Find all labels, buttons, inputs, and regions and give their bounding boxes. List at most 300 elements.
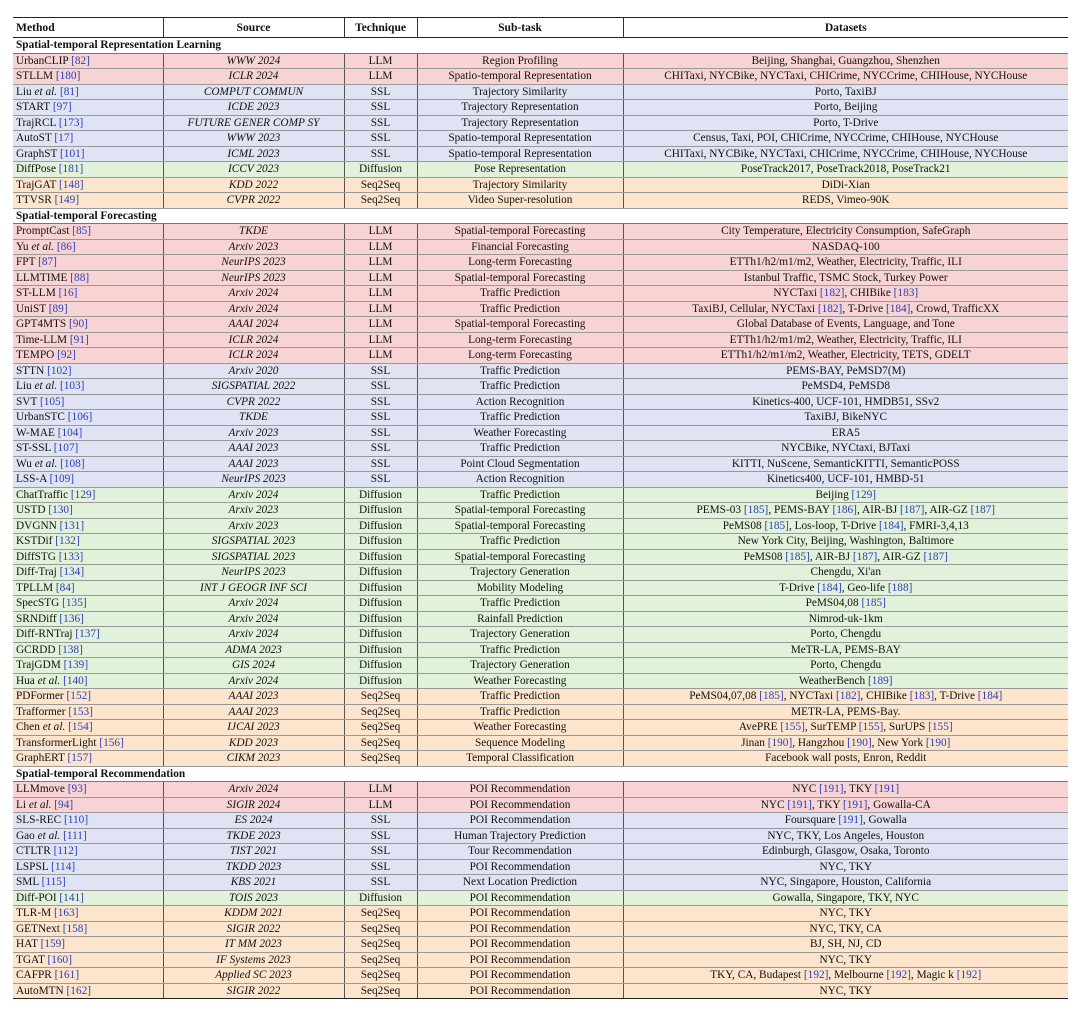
table-row bbox=[13, 642, 1068, 658]
dataset-ref: [182] bbox=[819, 287, 845, 300]
dataset-text: , Hangzhou bbox=[792, 736, 848, 749]
datasets-cell bbox=[623, 379, 1068, 395]
method-name: DiffSTG bbox=[16, 550, 56, 563]
source-cell: NeurIPS 2023 bbox=[163, 565, 344, 581]
method-name: TPLLM bbox=[16, 581, 54, 594]
dataset-ref: [192] bbox=[803, 969, 829, 982]
method-ref: [94] bbox=[54, 798, 74, 811]
source-cell: AAAI 2023 bbox=[163, 704, 344, 720]
source-cell: AAAI 2023 bbox=[163, 689, 344, 705]
method-ref: [173] bbox=[58, 116, 84, 129]
method-cell bbox=[13, 921, 163, 937]
method-name: TrajGAT bbox=[16, 178, 57, 191]
dataset-text: NYC, TKY, Los Angeles, Houston bbox=[767, 829, 925, 842]
table-row bbox=[13, 224, 1068, 240]
dataset-text: Global Database of Events, Language, and Tone bbox=[736, 318, 955, 331]
datasets-cell bbox=[623, 627, 1068, 643]
method-name: SRNDiff bbox=[16, 612, 57, 625]
dataset-ref: [187] bbox=[899, 504, 925, 517]
method-name: LLMTIME bbox=[16, 271, 68, 284]
subtask-cell: Long-term Forecasting bbox=[417, 348, 623, 364]
table-row bbox=[13, 410, 1068, 426]
subtask-cell: Weather Forecasting bbox=[417, 720, 623, 736]
dataset-ref: [190] bbox=[767, 736, 793, 749]
dataset-text: WeatherBench bbox=[798, 674, 869, 687]
technique-cell: LLM bbox=[344, 255, 417, 271]
dataset-ref: [183] bbox=[909, 690, 935, 703]
method-cell bbox=[13, 472, 163, 488]
method-etal: et al. bbox=[42, 721, 66, 734]
source-cell: WWW 2024 bbox=[163, 53, 344, 69]
datasets-cell bbox=[623, 983, 1068, 999]
dataset-text: Porto, TaxiBJ bbox=[814, 85, 877, 98]
method-cell bbox=[13, 69, 163, 85]
method-ref: [149] bbox=[54, 194, 80, 207]
datasets-cell bbox=[623, 69, 1068, 85]
datasets-cell bbox=[623, 658, 1068, 674]
dataset-ref: [188] bbox=[887, 581, 913, 594]
datasets-cell bbox=[623, 317, 1068, 333]
dataset-text: , PEMS-BAY bbox=[768, 504, 833, 517]
method-cell bbox=[13, 658, 163, 674]
technique-cell: LLM bbox=[344, 224, 417, 240]
datasets-cell bbox=[623, 146, 1068, 162]
dataset-ref: [185] bbox=[861, 597, 886, 610]
source-cell: IF Systems 2023 bbox=[163, 952, 344, 968]
datasets-cell bbox=[623, 673, 1068, 689]
method-ref: [163] bbox=[53, 907, 79, 920]
method-cell bbox=[13, 224, 163, 240]
datasets-cell bbox=[623, 456, 1068, 472]
method-cell bbox=[13, 53, 163, 69]
source-cell: NeurIPS 2023 bbox=[163, 270, 344, 286]
technique-cell: LLM bbox=[344, 69, 417, 85]
table-row bbox=[13, 379, 1068, 395]
method-cell bbox=[13, 859, 163, 875]
technique-cell: SSL bbox=[344, 425, 417, 441]
dataset-ref: [192] bbox=[956, 969, 982, 982]
dataset-ref: [182] bbox=[835, 690, 861, 703]
datasets-cell bbox=[623, 425, 1068, 441]
table-row bbox=[13, 332, 1068, 348]
dataset-text: ETTh1/h2/m1/m2, Weather, Electricity, TETS, GDELT bbox=[720, 349, 971, 362]
dataset-text: PoseTrack2017, PoseTrack2018, PoseTrack21 bbox=[740, 163, 951, 176]
source-cell: CVPR 2022 bbox=[163, 394, 344, 410]
technique-cell: SSL bbox=[344, 394, 417, 410]
datasets-cell bbox=[623, 720, 1068, 736]
method-ref: [136] bbox=[59, 612, 84, 625]
technique-cell: LLM bbox=[344, 239, 417, 255]
source-cell: ICML 2023 bbox=[163, 146, 344, 162]
source-cell: SIGSPATIAL 2022 bbox=[163, 379, 344, 395]
method-name: Diff-RNTraj bbox=[16, 628, 73, 641]
dataset-ref: [190] bbox=[847, 736, 872, 749]
datasets-cell bbox=[623, 270, 1068, 286]
technique-cell: Diffusion bbox=[344, 890, 417, 906]
table-row bbox=[13, 828, 1068, 844]
datasets-cell bbox=[623, 363, 1068, 379]
dataset-ref: [183] bbox=[893, 287, 919, 300]
subtask-cell: Spatio-temporal Representation bbox=[417, 131, 623, 147]
table-row bbox=[13, 875, 1068, 891]
method-ref: [82] bbox=[71, 54, 90, 67]
datasets-cell bbox=[623, 782, 1068, 798]
dataset-text: METR-LA, PEMS-Bay. bbox=[791, 705, 901, 718]
datasets-cell bbox=[623, 890, 1068, 906]
method-ref: [105] bbox=[39, 395, 65, 408]
technique-cell: Diffusion bbox=[344, 658, 417, 674]
source-cell: Applied SC 2023 bbox=[163, 968, 344, 984]
method-ref: [16] bbox=[58, 287, 78, 300]
table-row bbox=[13, 952, 1068, 968]
datasets-cell bbox=[623, 394, 1068, 410]
dataset-text: Jinan bbox=[741, 736, 768, 749]
technique-cell: Diffusion bbox=[344, 596, 417, 612]
dataset-text: Istanbul Traffic, TSMC Stock, Turkey Power bbox=[743, 271, 948, 284]
method-name: FPT bbox=[16, 256, 36, 269]
table-row bbox=[13, 255, 1068, 271]
datasets-cell bbox=[623, 348, 1068, 364]
table-row bbox=[13, 425, 1068, 441]
method-name: TEMPO bbox=[16, 349, 55, 362]
dataset-text: CHITaxi, NYCBike, NYCTaxi, CHICrime, NYCCrime, CHIHouse, NYCHouse bbox=[664, 147, 1028, 160]
subtask-cell: Action Recognition bbox=[417, 472, 623, 488]
dataset-text: Facebook wall posts, Enron, Reddit bbox=[765, 752, 927, 765]
table-row bbox=[13, 596, 1068, 612]
subtask-cell: Weather Forecasting bbox=[417, 673, 623, 689]
table-row bbox=[13, 270, 1068, 286]
technique-cell: LLM bbox=[344, 286, 417, 302]
source-cell: IJCAI 2023 bbox=[163, 720, 344, 736]
method-cell bbox=[13, 131, 163, 147]
method-etal: et al. bbox=[37, 829, 61, 842]
method-ref: [158] bbox=[62, 922, 88, 935]
dataset-text: City Temperature, Electricity Consumption, SafeGraph bbox=[721, 225, 971, 238]
method-cell bbox=[13, 456, 163, 472]
datasets-cell bbox=[623, 162, 1068, 178]
table-row bbox=[13, 487, 1068, 503]
dataset-text: Porto, Chengdu bbox=[810, 628, 882, 641]
dataset-text: AvePRE bbox=[738, 721, 781, 734]
technique-cell: LLM bbox=[344, 782, 417, 798]
dataset-text: PeMSD4, PeMSD8 bbox=[801, 380, 890, 393]
table-row bbox=[13, 565, 1068, 581]
table-row bbox=[13, 441, 1068, 457]
technique-cell: Diffusion bbox=[344, 642, 417, 658]
method-name: UrbanSTC bbox=[16, 411, 65, 424]
method-ref: [81] bbox=[59, 85, 79, 98]
method-cell bbox=[13, 84, 163, 100]
section-header bbox=[13, 766, 1068, 782]
subtask-cell: POI Recommendation bbox=[417, 859, 623, 875]
technique-cell: SSL bbox=[344, 456, 417, 472]
table-row bbox=[13, 394, 1068, 410]
subtask-cell: Spatial-temporal Forecasting bbox=[417, 503, 623, 519]
dataset-ref: [129] bbox=[851, 488, 877, 501]
table-row bbox=[13, 797, 1068, 813]
table-row bbox=[13, 611, 1068, 627]
technique-cell: SSL bbox=[344, 472, 417, 488]
method-name: Wu bbox=[16, 457, 32, 470]
method-name: CTLTR bbox=[16, 845, 51, 858]
dataset-text: TaxiBJ, Cellular, NYCTaxi bbox=[692, 302, 818, 315]
subtask-cell: Long-term Forecasting bbox=[417, 255, 623, 271]
source-cell: SIGSPATIAL 2023 bbox=[163, 534, 344, 550]
table-row bbox=[13, 921, 1068, 937]
method-cell bbox=[13, 937, 163, 953]
method-cell bbox=[13, 239, 163, 255]
source-cell: Arxiv 2024 bbox=[163, 782, 344, 798]
datasets-cell bbox=[623, 518, 1068, 534]
table-row bbox=[13, 239, 1068, 255]
method-cell bbox=[13, 751, 163, 767]
technique-cell: SSL bbox=[344, 379, 417, 395]
method-name: Time-LLM bbox=[16, 333, 68, 346]
dataset-text: NYC, TKY bbox=[819, 953, 872, 966]
method-cell bbox=[13, 518, 163, 534]
subtask-cell: POI Recommendation bbox=[417, 983, 623, 999]
dataset-text: KITTI, NuScene, SemanticKITTI, SemanticPOSS bbox=[731, 457, 960, 470]
method-etal: et al. bbox=[28, 798, 52, 811]
dataset-ref: [182] bbox=[817, 302, 843, 315]
method-name: UniST bbox=[16, 302, 46, 315]
source-cell: ICLR 2024 bbox=[163, 348, 344, 364]
method-name: TrajGDM bbox=[16, 659, 61, 672]
method-name: TTVSR bbox=[16, 194, 52, 207]
dataset-text: NYCTaxi bbox=[773, 287, 820, 300]
method-cell bbox=[13, 534, 163, 550]
datasets-cell bbox=[623, 704, 1068, 720]
datasets-cell bbox=[623, 813, 1068, 829]
subtask-cell: Region Profiling bbox=[417, 53, 623, 69]
dataset-text: , Magic k bbox=[910, 969, 957, 982]
method-name: SVT bbox=[16, 395, 38, 408]
method-etal: et al. bbox=[34, 380, 58, 393]
technique-cell: SSL bbox=[344, 146, 417, 162]
method-cell bbox=[13, 146, 163, 162]
source-cell: TOIS 2023 bbox=[163, 890, 344, 906]
method-cell bbox=[13, 441, 163, 457]
subtask-cell: Point Cloud Segmentation bbox=[417, 456, 623, 472]
method-ref: [112] bbox=[53, 845, 78, 858]
datasets-cell bbox=[623, 410, 1068, 426]
method-cell bbox=[13, 162, 163, 178]
dataset-text: NYC, TKY bbox=[819, 860, 872, 873]
method-cell bbox=[13, 782, 163, 798]
subtask-cell: Traffic Prediction bbox=[417, 301, 623, 317]
source-cell: ICCV 2023 bbox=[163, 162, 344, 178]
table-row bbox=[13, 751, 1068, 767]
datasets-cell bbox=[623, 549, 1068, 565]
section-title: Spatial-temporal Representation Learning bbox=[13, 38, 1068, 54]
table-row bbox=[13, 844, 1068, 860]
method-cell bbox=[13, 565, 163, 581]
dataset-text: BJ, SH, NJ, CD bbox=[809, 938, 882, 951]
dataset-text: NYC bbox=[792, 783, 820, 796]
technique-cell: Seq2Seq bbox=[344, 704, 417, 720]
method-ref: [114] bbox=[51, 860, 76, 873]
dataset-text: NYC bbox=[760, 798, 788, 811]
technique-cell: Diffusion bbox=[344, 534, 417, 550]
dataset-ref: [185] bbox=[759, 690, 784, 703]
method-ref: [137] bbox=[75, 628, 100, 641]
subtask-cell: Traffic Prediction bbox=[417, 363, 623, 379]
method-name: Diff-Traj bbox=[16, 566, 57, 579]
source-cell: COMPUT COMMUN bbox=[163, 84, 344, 100]
dataset-text: ERA5 bbox=[831, 426, 860, 439]
dataset-ref: [191] bbox=[874, 783, 900, 796]
subtask-cell: Spatial-temporal Forecasting bbox=[417, 224, 623, 240]
technique-cell: Diffusion bbox=[344, 565, 417, 581]
table-row bbox=[13, 735, 1068, 751]
datasets-cell bbox=[623, 255, 1068, 271]
dataset-text: Beijing, Shanghai, Guangzhou, Shenzhen bbox=[751, 54, 940, 67]
method-name: ChatTraffic bbox=[16, 488, 69, 501]
dataset-text: NYC, TKY, CA bbox=[809, 922, 882, 935]
subtask-cell: Spatio-temporal Representation bbox=[417, 146, 623, 162]
method-ref: [153] bbox=[68, 705, 93, 718]
datasets-cell bbox=[623, 115, 1068, 131]
method-cell bbox=[13, 813, 163, 829]
table-row bbox=[13, 131, 1068, 147]
datasets-cell bbox=[623, 968, 1068, 984]
method-ref: [157] bbox=[67, 752, 92, 765]
table-row bbox=[13, 503, 1068, 519]
header-method: Method bbox=[16, 21, 55, 34]
technique-cell: Diffusion bbox=[344, 503, 417, 519]
technique-cell: LLM bbox=[344, 317, 417, 333]
dataset-ref: [189] bbox=[868, 674, 893, 687]
method-etal: et al. bbox=[34, 457, 58, 470]
method-ref: [133] bbox=[58, 550, 84, 563]
technique-cell: SSL bbox=[344, 859, 417, 875]
dataset-text: , CHIBike bbox=[844, 287, 894, 300]
table-row bbox=[13, 286, 1068, 302]
table-row bbox=[13, 549, 1068, 565]
dataset-text: PeMS08 bbox=[743, 550, 786, 563]
source-cell: CVPR 2022 bbox=[163, 193, 344, 209]
technique-cell: Diffusion bbox=[344, 487, 417, 503]
method-ref: [152] bbox=[66, 690, 92, 703]
datasets-cell bbox=[623, 332, 1068, 348]
datasets-cell bbox=[623, 503, 1068, 519]
dataset-ref: [184] bbox=[817, 581, 842, 594]
dataset-text: , NYCTaxi bbox=[783, 690, 836, 703]
technique-cell: SSL bbox=[344, 84, 417, 100]
table-row bbox=[13, 658, 1068, 674]
method-ref: [88] bbox=[70, 271, 90, 284]
method-cell bbox=[13, 704, 163, 720]
table-row bbox=[13, 177, 1068, 193]
source-cell: SIGIR 2022 bbox=[163, 983, 344, 999]
technique-cell: Seq2Seq bbox=[344, 937, 417, 953]
method-name: STTN bbox=[16, 364, 45, 377]
method-cell bbox=[13, 503, 163, 519]
subtask-cell: Trajectory Representation bbox=[417, 100, 623, 116]
method-cell bbox=[13, 642, 163, 658]
dataset-text: , Crowd, TrafficXX bbox=[910, 302, 1000, 315]
subtask-cell: Traffic Prediction bbox=[417, 286, 623, 302]
method-ref: [159] bbox=[40, 938, 66, 951]
method-name: Chen bbox=[16, 721, 40, 734]
datasets-cell bbox=[623, 751, 1068, 767]
subtask-cell: Trajectory Similarity bbox=[417, 84, 623, 100]
table-row bbox=[13, 84, 1068, 100]
section-title: Spatial-temporal Forecasting bbox=[13, 208, 1068, 224]
dataset-text: , Gowalla bbox=[862, 814, 907, 827]
method-cell bbox=[13, 797, 163, 813]
technique-cell: SSL bbox=[344, 828, 417, 844]
technique-cell: Diffusion bbox=[344, 549, 417, 565]
technique-cell: SSL bbox=[344, 115, 417, 131]
method-name: W-MAE bbox=[16, 426, 55, 439]
dataset-text: NYC, TKY bbox=[819, 984, 872, 997]
technique-cell: Seq2Seq bbox=[344, 906, 417, 922]
method-cell bbox=[13, 332, 163, 348]
method-ref: [106] bbox=[67, 411, 93, 424]
dataset-ref: [184] bbox=[879, 519, 904, 532]
method-name: DiffPose bbox=[16, 163, 56, 176]
datasets-cell bbox=[623, 642, 1068, 658]
section-header bbox=[13, 208, 1068, 224]
method-name: TGAT bbox=[16, 953, 45, 966]
method-name: USTD bbox=[16, 504, 46, 517]
dataset-text: Porto, T-Drive bbox=[813, 116, 879, 129]
dataset-text: Kinetics400, UCF-101, HMBD-51 bbox=[766, 473, 925, 486]
datasets-cell bbox=[623, 472, 1068, 488]
datasets-cell bbox=[623, 565, 1068, 581]
technique-cell: LLM bbox=[344, 348, 417, 364]
source-cell: AAAI 2023 bbox=[163, 441, 344, 457]
dataset-text: NYCBike, NYCtaxi, BJTaxi bbox=[781, 442, 911, 455]
method-cell bbox=[13, 286, 163, 302]
datasets-cell bbox=[623, 534, 1068, 550]
dataset-text: Porto, Beijing bbox=[814, 101, 878, 114]
technique-cell: Seq2Seq bbox=[344, 968, 417, 984]
technique-cell: SSL bbox=[344, 363, 417, 379]
subtask-cell: Traffic Prediction bbox=[417, 534, 623, 550]
technique-cell: Seq2Seq bbox=[344, 751, 417, 767]
dataset-text: Nimrod-uk-1km bbox=[808, 612, 883, 625]
method-ref: [84] bbox=[55, 581, 75, 594]
method-name: KSTDif bbox=[16, 535, 53, 548]
datasets-cell bbox=[623, 487, 1068, 503]
subtask-cell: Action Recognition bbox=[417, 394, 623, 410]
dataset-text: , SurTEMP bbox=[804, 721, 859, 734]
subtask-cell: Spatial-temporal Forecasting bbox=[417, 518, 623, 534]
technique-cell: SSL bbox=[344, 813, 417, 829]
table-row bbox=[13, 890, 1068, 906]
method-ref: [89] bbox=[48, 302, 68, 315]
method-cell bbox=[13, 611, 163, 627]
method-ref: [148] bbox=[59, 178, 84, 191]
source-cell: ICLR 2024 bbox=[163, 69, 344, 85]
dataset-ref: [191] bbox=[842, 798, 868, 811]
subtask-cell: Trajectory Similarity bbox=[417, 177, 623, 193]
dataset-ref: [187] bbox=[852, 550, 878, 563]
method-ref: [181] bbox=[58, 163, 84, 176]
method-ref: [130] bbox=[48, 504, 73, 517]
survey-table-container bbox=[13, 17, 1068, 999]
dataset-text: Kinetics-400, UCF-101, HMDB51, SSv2 bbox=[752, 395, 940, 408]
table-row bbox=[13, 100, 1068, 116]
source-cell: Arxiv 2020 bbox=[163, 363, 344, 379]
technique-cell: Diffusion bbox=[344, 611, 417, 627]
technique-cell: SSL bbox=[344, 441, 417, 457]
subtask-cell: Spatio-temporal Representation bbox=[417, 69, 623, 85]
technique-cell: LLM bbox=[344, 797, 417, 813]
datasets-cell bbox=[623, 239, 1068, 255]
